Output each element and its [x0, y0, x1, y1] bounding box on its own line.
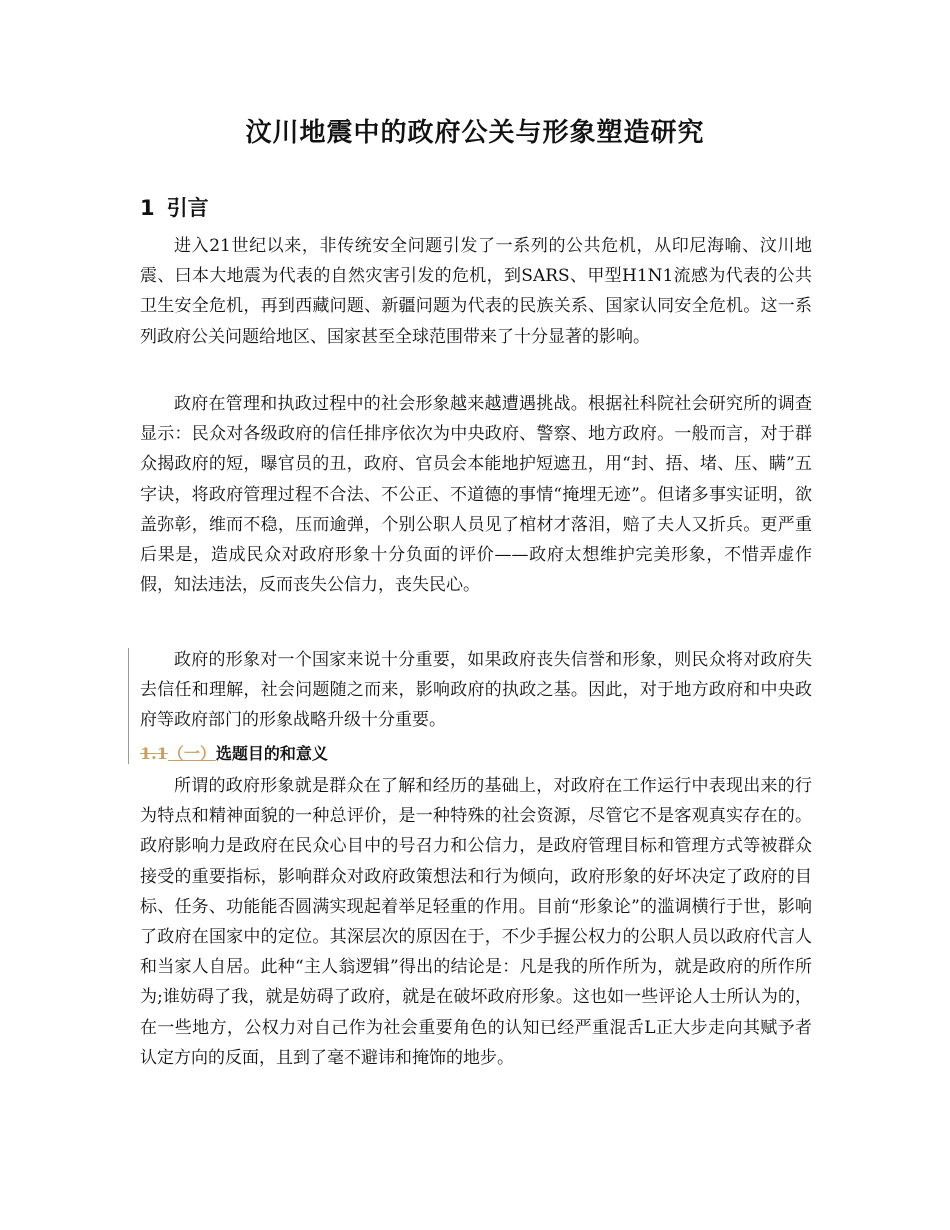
subsection-heading: [140, 742, 328, 766]
paragraph-3: 政府的形象对一个国家来说十分重要，如果政府丧失信誉和形象，则民众将对政府失去信任和理解，社会问题随之而来，影响政府的执政之基。因此，对于地方政府和中央政府等政府部门的形象战略升级十分重要。: [140, 650, 812, 731]
paragraph-2: 政府在管理和执政过程中的社会形象越来越遭遇挑战。根据社科院社会研究所的调查显示：民众对各级政府的信任排序依次为中央政府、警察、地方政府。一般而言，对于群众揭政府的短，曝官员的丑，政府、官员会本能地护短遮丑，用“封、捂、堵、压、瞒”五字诀，将政府管理过程不合法、不公正、不道德的事情“掩埋无迹”。但诸多事实证明，欲盖弥彰，维而不稳，压而逾弹，个别公职人员见了棺材才落泪，赔了夫人又折兵。更严重后果是，造成民众对政府形象十分负面的评价——政府太想维护完美形象，不惜弄虚作假，知法违法，反而丧失公信力，丧失民心。: [140, 394, 812, 596]
section-title: 引言: [166, 196, 209, 220]
document-title: 汶川地震中的政府公关与形象塑造研究: [245, 118, 705, 148]
section-heading: [140, 192, 209, 222]
revision-change-bar: [128, 648, 129, 764]
section-number: 1: [140, 196, 155, 220]
deleted-subsection-number: 1.1: [140, 744, 168, 763]
paragraph-4: 所谓的政府形象就是群众在了解和经历的基础上，对政府在工作运行中表现出来的行为特点和精神面貌的一种总评价，是一种特殊的社会资源，尽管它不是客观真实存在的。政府影响力是政府在民众心目中的号召力和公信力，是政府管理目标和管理方式等被群众接受的重要指标，影响群众对政府政策想法和行为倾向，政府形象的好坏决定了政府的目标、任务、功能能否圆满实现起着举足轻重的作用。目前“形象论”的滥调横行于世，影响了政府在国家中的定位。其深层次的原因在于，不少手握公权力的公职人员以政府代言人和当家人自居。此种“主人翁逻辑”得出的结论是：凡是我的所作所为，就是政府的所作所为;谁妨碍了我，就是妨碍了政府，就是在破坏政府形象。这也如一些评论人士所认为的，在一些地方，公权力对自己作为社会重要角色的认知已经严重混舌L正大步走向其赋予者认定方向的反面，且到了毫不避讳和掩饰的地步。: [140, 776, 812, 1068]
inserted-subsection-number: （一）: [167, 744, 216, 763]
paragraph-1: 进入21世纪以来，非传统安全问题引发了一系列的公共危机，从印尼海喻、汶川地震、曰本大地震为代表的自然灾害引发的危机，到SARS、甲型H1N1流感为代表的公共卫生安全危机，再到西藏问题、新疆问题为代表的民族关系、国家认同安全危机。这一系列政府公关问题给地区、国家甚至全球范围带来了十分显著的影响。: [140, 236, 812, 347]
subsection-title: 选题目的和意义: [215, 744, 328, 763]
